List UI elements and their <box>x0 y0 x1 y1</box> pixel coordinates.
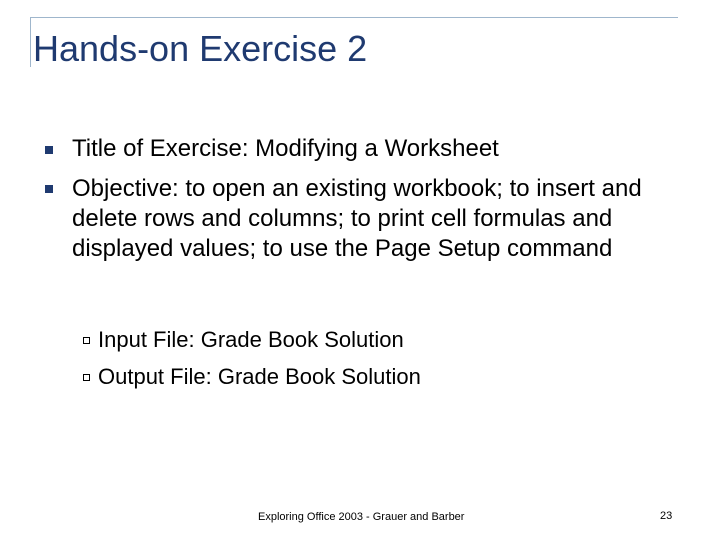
title-frame-left-line <box>30 17 31 67</box>
bullet-objective: Objective: to open an existing workbook; to insert and delete rows and columns; to print cell formulas and displayed values; to use the Page Setup command <box>72 175 642 262</box>
hollow-square-bullet-icon <box>83 374 90 381</box>
hollow-square-bullet-icon <box>83 337 90 344</box>
bullet-exercise-title: Title of Exercise: Modifying a Worksheet <box>72 135 499 162</box>
square-bullet-icon <box>45 185 53 193</box>
square-bullet-icon <box>45 146 53 154</box>
slide-footer: Exploring Office 2003 - Grauer and Barber <box>258 511 465 523</box>
title-frame-top-line <box>30 17 678 18</box>
sub-bullet-input-file: Input File: Grade Book Solution <box>98 327 404 352</box>
slide-title: Hands-on Exercise 2 <box>33 28 368 69</box>
sub-bullet-output-file: Output File: Grade Book Solution <box>98 364 421 389</box>
slide-page-number: 23 <box>660 510 673 522</box>
